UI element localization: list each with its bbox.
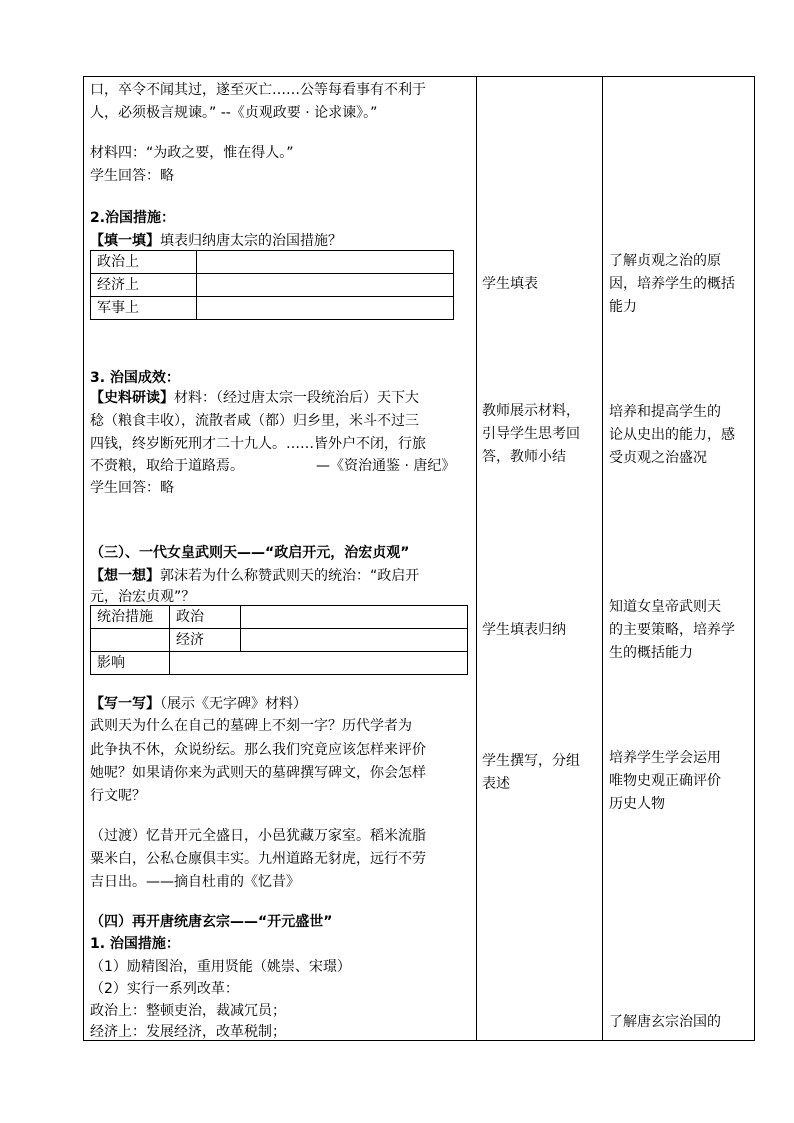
column-divider (602, 77, 603, 1040)
cell-blank (170, 652, 468, 675)
activity-text (482, 400, 580, 469)
objective-line: 知道女皇帝武则天 (609, 599, 721, 615)
activity-text: 学生填表 (482, 276, 538, 292)
objective-line: 能力 (609, 299, 637, 315)
text-line (90, 566, 419, 586)
cell-measures: 统治措施 (91, 606, 170, 629)
objective-line: 因，培养学生的概括 (609, 276, 735, 292)
text-line: （过渡）忆昔开元全盛日，小邑犹藏万家室。稻米流脂 (90, 828, 426, 844)
text-line: 此争执不休，众说纷纭。那么我们究竟应该怎样来评价 (90, 742, 426, 758)
cell-blank (241, 629, 468, 652)
objective-line: 历史人物 (609, 796, 665, 812)
cell-economy: 经济 (170, 629, 241, 652)
text-line: 她呢？如果请你来为武则天的墓碑撰写碑文，你会怎样 (90, 765, 426, 781)
objective-text (609, 596, 735, 665)
objective-line: 唯物史观正确评价 (609, 773, 721, 789)
source-citation: —《资治通鉴 · 唐纪》 (316, 458, 456, 474)
objective-text (609, 747, 721, 816)
objective-text (609, 250, 735, 319)
cell-impact: 影响 (91, 652, 170, 675)
column-divider (476, 77, 477, 1040)
text-line: 学生回答：略 (90, 168, 174, 184)
section-heading: 2.治国措施： (90, 210, 176, 226)
activity-text (482, 750, 580, 796)
measures-table (90, 250, 454, 320)
activity-line: 教师展示材料， (482, 403, 580, 419)
section-heading: （四）再开唐统唐玄宗——“开元盛世” (90, 914, 333, 930)
text-line: 武则天为什么在自己的墓碑上不刻一字？历代学者为 (90, 718, 412, 734)
measure-label: 政治上 (91, 251, 197, 274)
objective-line: 受贞观之治盛况 (609, 450, 707, 466)
text-line: 人，必须极言规谏。” --《贞观政要 · 论求谏》。” (90, 105, 378, 121)
text-line: 经济上：发展经济，改革税制； (90, 1024, 286, 1040)
activity-line: 引导学生思考回 (482, 426, 580, 442)
wu-zetian-table (90, 605, 468, 675)
text-line: 四钱，终岁断死刑才二十九人。……皆外户不闭，行旅 (90, 436, 426, 452)
objective-line: 的主要策略，培养学 (609, 622, 735, 638)
activity-text: 学生填表归纳 (482, 622, 566, 638)
text-line: 口，卒令不闻其过，遂至灭亡……公等每看事有不利于 (90, 82, 426, 98)
source-tag: 【史料研读】 (90, 390, 174, 406)
objective-text (609, 401, 735, 470)
measure-cell (197, 274, 454, 297)
text-line: （2）实行一系列改革： (90, 981, 239, 997)
text-line: 元，治宏贞观”？ (90, 589, 196, 605)
text-line: 材料四：“为政之要，惟在得人。” (90, 145, 294, 161)
activity-line: 学生撰写，分组 (482, 753, 580, 769)
objective-line: 生的概括能力 (609, 645, 693, 661)
objective-line: 论从史出的能力，感 (609, 427, 735, 443)
measure-cell (197, 297, 454, 320)
objective-line: 了解贞观之治的原 (609, 253, 721, 269)
prompt-tag: 【填一填】 (90, 233, 160, 249)
text-line: 吉日出。——摘自杜甫的《忆昔》 (90, 874, 300, 890)
measure-label: 军事上 (91, 297, 197, 320)
text-line: 行文呢？ (90, 788, 146, 804)
prompt-text: 郭沫若为什么称赞武则天的统治：“政启开 (160, 568, 420, 584)
cell-blank (91, 629, 170, 652)
text-line (90, 694, 307, 714)
prompt-line (90, 231, 342, 251)
prompt-tag: 【想一想】 (90, 568, 160, 584)
activity-line: 答，教师小结 (482, 449, 566, 465)
measure-label: 经济上 (91, 274, 197, 297)
text-line: 政治上：整顿吏治，裁减冗员； (90, 1003, 286, 1019)
subheading: 1. 治国措施： (90, 936, 180, 952)
measure-cell (197, 251, 454, 274)
section-heading: （三）、一代女皇武则天——“政启开元，治宏贞观” (90, 545, 410, 561)
prompt-text: 填表归纳唐太宗的治国措施？ (160, 233, 342, 249)
cell-politics: 政治 (170, 606, 241, 629)
objective-text: 了解唐玄宗治国的 (609, 1014, 721, 1030)
objective-line: 培养和提高学生的 (609, 404, 721, 420)
activity-line: 表述 (482, 776, 510, 792)
text-line (90, 388, 419, 408)
text-line: 学生回答：略 (90, 480, 174, 496)
objective-line: 培养学生学会运用 (609, 750, 721, 766)
source-text: 材料：（经过唐太宗一段统治后）天下大 (174, 390, 419, 406)
cell-blank (241, 606, 468, 629)
prompt-tag: 【写一写】 (90, 696, 160, 712)
text-line: 稔（粮食丰收），流散者咸（都）归乡里，米斗不过三 (90, 413, 419, 429)
text-line: 粟米白，公私仓廪俱丰实。九州道路无豺虎，远行不劳 (90, 851, 426, 867)
text-line: （1）励精图治，重用贤能（姚崇、宋璟） (90, 959, 351, 975)
section-heading: 3. 治国成效： (90, 370, 180, 386)
prompt-text: （展示《无字碑》材料） (160, 696, 307, 712)
text-line: 不赍粮，取给于道路焉。 (90, 458, 244, 474)
